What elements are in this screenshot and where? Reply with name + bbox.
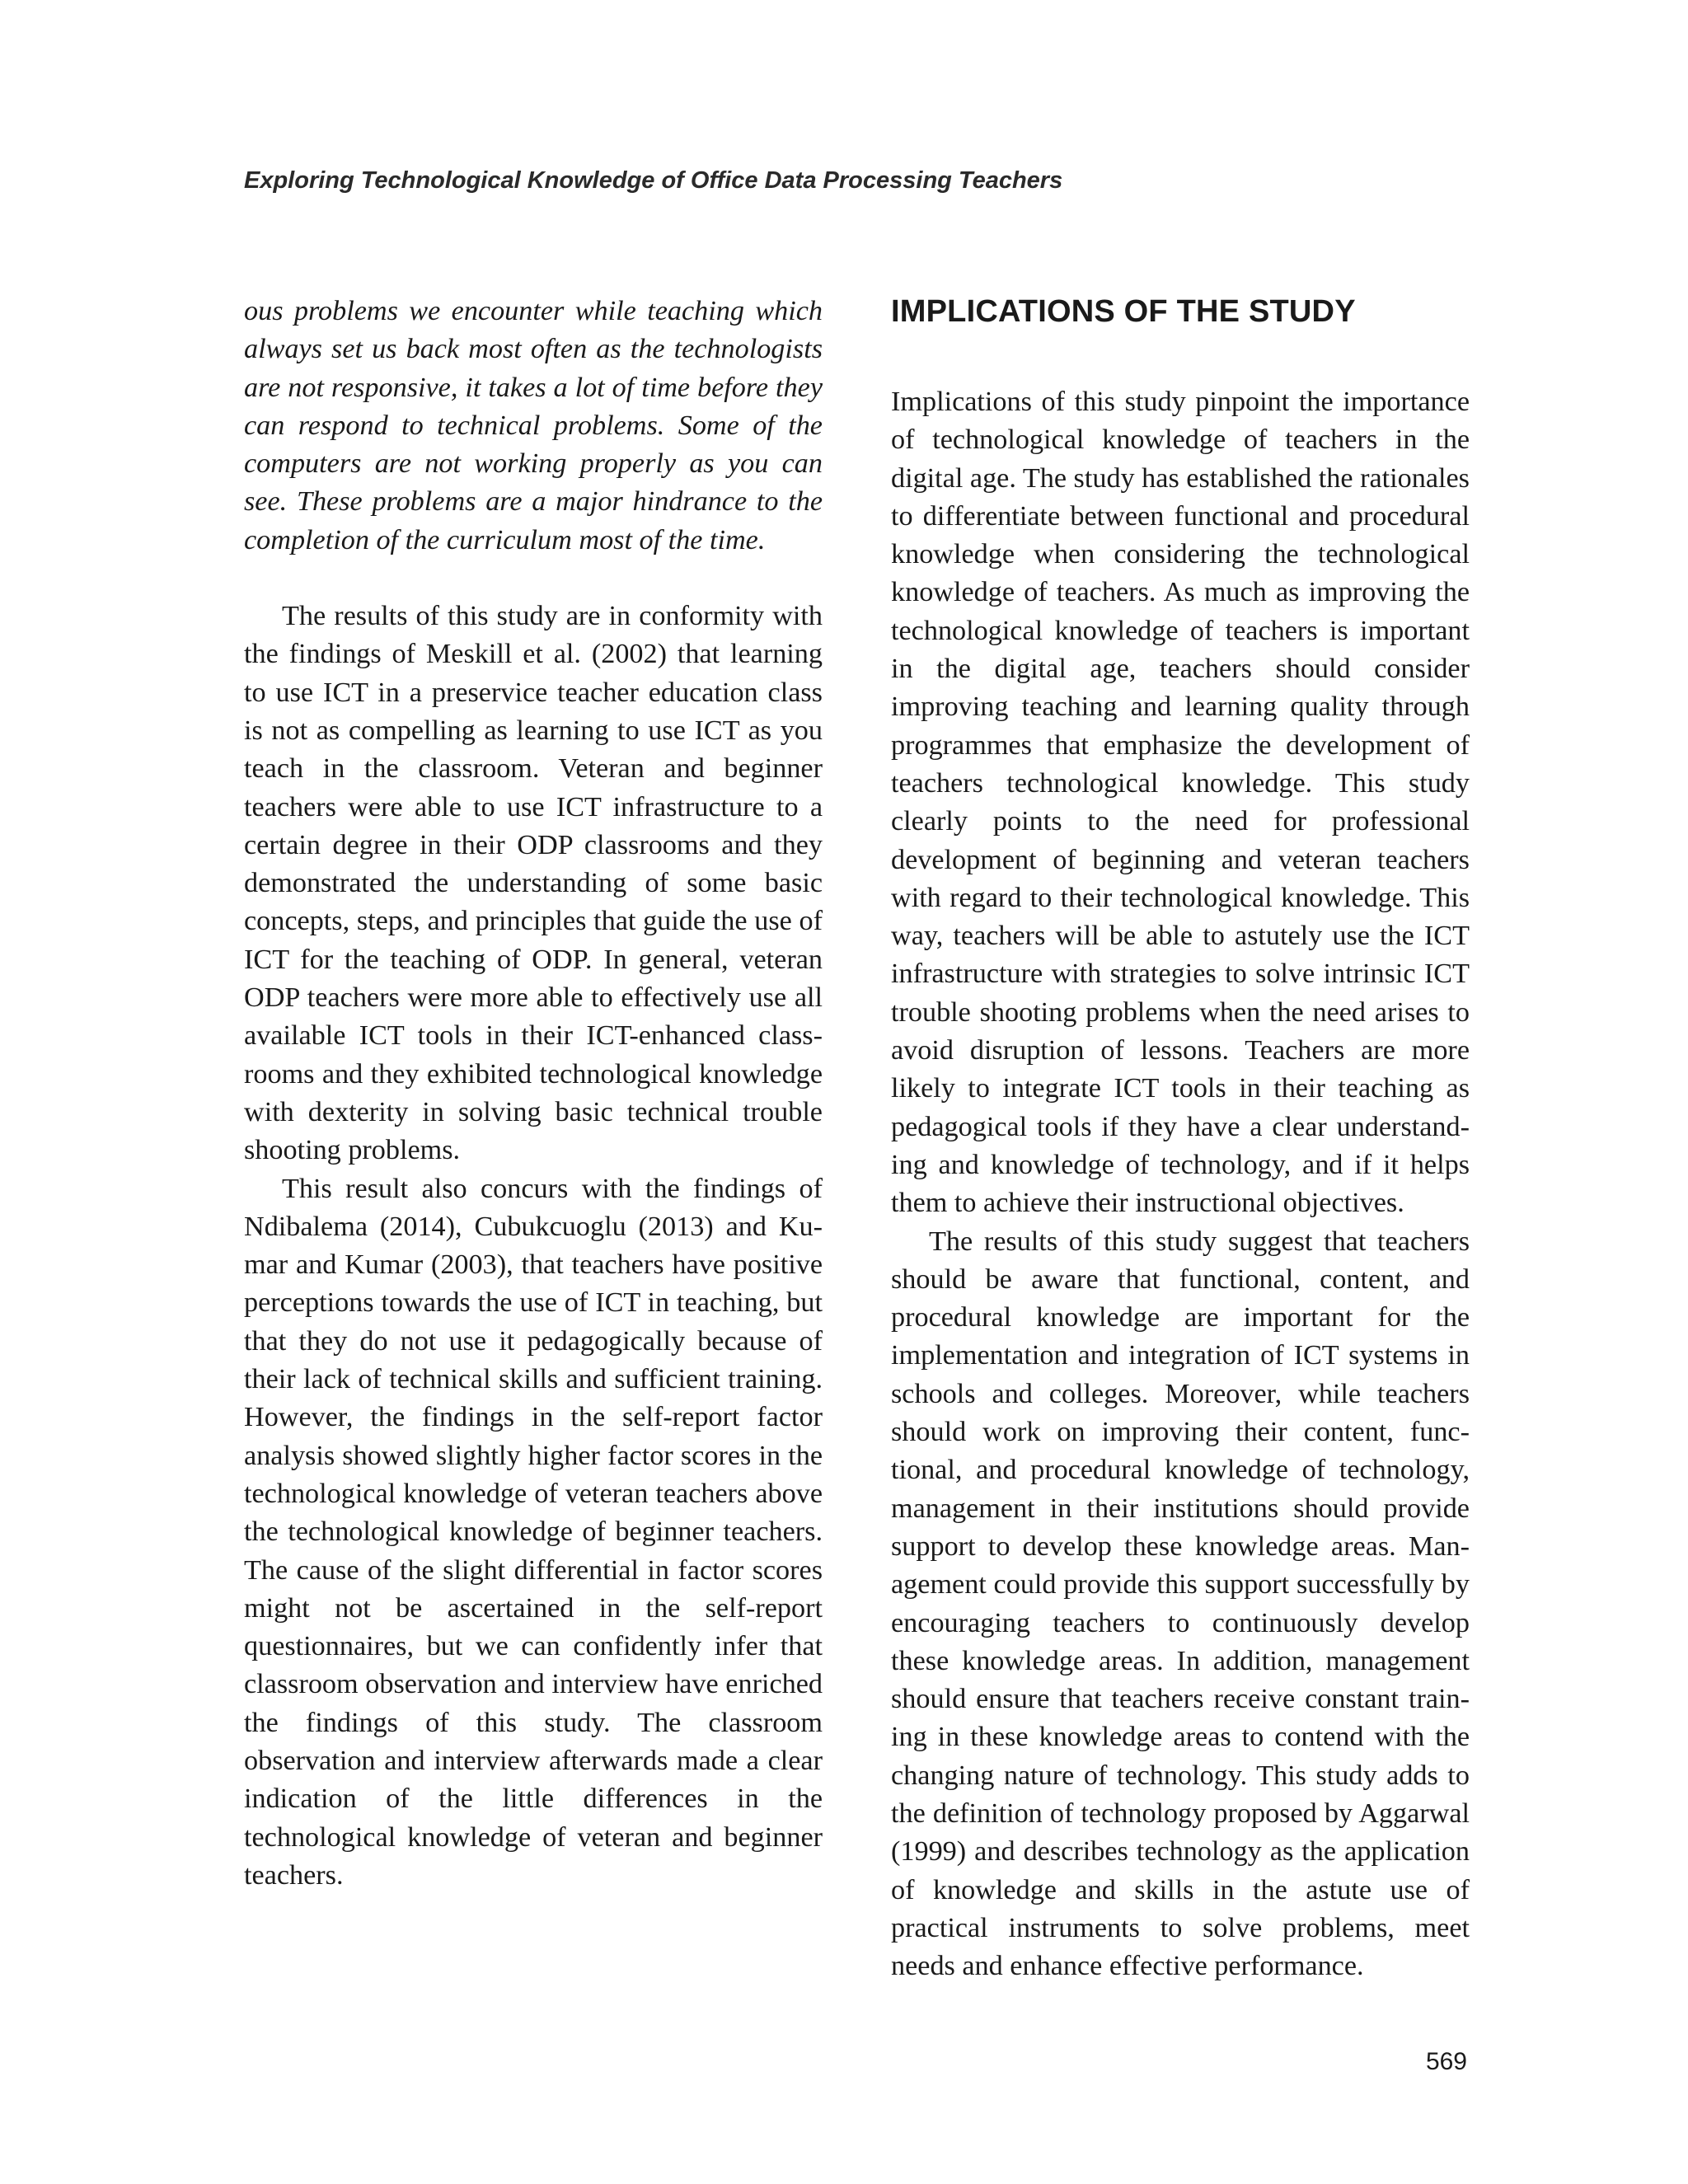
left-column — [244, 293, 823, 1895]
body-paragraph: The results of this study are in conformity with the findings of Meskill et al. (2002) that learning to use ICT in a preservice teacher education class is not as compelling as learning to use ICT as you teach in the classroom. Veteran and beginner teachers were able to use ICT infrastructure to a certain degree in their ODP classrooms and they demonstrated the understanding of some basic concepts, steps, and principles that guide the use of ICT for the teaching of ODP. In general, veteran ODP teachers were more able to effectively use all available ICT tools in their ICT-enhanced classrooms and they exhibited technological knowledge with dexterity in solving basic technical trouble shooting problems. — [244, 601, 823, 1166]
running-title: Exploring Technological Knowledge of Office Data Processing Teachers — [244, 167, 1063, 194]
body-paragraph: Implications of this study pinpoint the importance of technological knowledge of teachers in the digital age. The study has established the rationales to differentiate between functional and procedural knowledge when considering the technological knowledge of teachers. As much as improving the technological knowledge of teachers is important in the digital age, teachers should consider improving teaching and learning quality through programmes that emphasize the development of teachers technological knowledge. This study clearly points to the need for professional development of beginning and veteran teachers with regard to their technological knowledge. This way, teachers will be able to astutely use the ICT infrastructure with strategies to solve intrinsic ICT trouble shooting problems when the need arises to avoid disruption of lessons. Teachers are more likely to integrate ICT tools in their teaching as pedagogical tools if they have a clear understanding and knowledge of technology, and if it helps them to achieve their instructional objectives. — [891, 387, 1470, 1219]
section-heading: IMPLICATIONS OF THE STUDY — [891, 294, 1356, 329]
interview-quote-continuation: ous problems we encounter while teaching which always set us back most often as the technologists are not responsive, it takes a lot of time before they can respond to technical problems. Some of the computers are not working properly as you can see. These problems are a major hindrance to the completion of the curriculum most of the time. — [244, 296, 823, 555]
right-column — [891, 293, 1470, 1985]
body-paragraph: This result also concurs with the findings of Ndibalema (2014), Cubukcuoglu (2013) and Kumar and Kumar (2003), that teachers have positive perceptions towards the use of ICT in teaching, but that they do not use it pedagogically because of their lack of technical skills and sufficient training. However, the findings in the self-report factor analysis showed slightly higher factor scores in the technological knowledge of veteran teachers above the technological knowledge of beginner teachers. The cause of the slight differential in factor scores might not be ascertained in the self-report questionnaires, but we can confidently infer that classroom observation and interview have enriched the findings of this study. The classroom observation and interview afterwards made a clear indication of the little differences in the technological knowledge of veteran and beginner teachers. — [244, 1173, 823, 1891]
body-paragraph: The results of this study suggest that teachers should be aware that functional, content, and procedural knowledge are important for the implementation and integration of ICT systems in schools and colleges. Moreover, while teachers should work on improving their content, functional, and procedural knowledge of technology, management in their institutions should provide support to develop these knowledge areas. Management could provide this support successfully by encouraging teachers to continuously develop these knowledge areas. In addition, management should ensure that teachers receive constant training in these knowledge areas to contend with the changing nature of technology. This study adds to the definition of technology proposed by Aggarwal (1999) and describes technology as the application of knowledge and skills in the astute use of practical instruments to solve problems, meet needs and enhance effective performance. — [891, 1226, 1470, 1982]
page-number: 569 — [1425, 2048, 1467, 2075]
